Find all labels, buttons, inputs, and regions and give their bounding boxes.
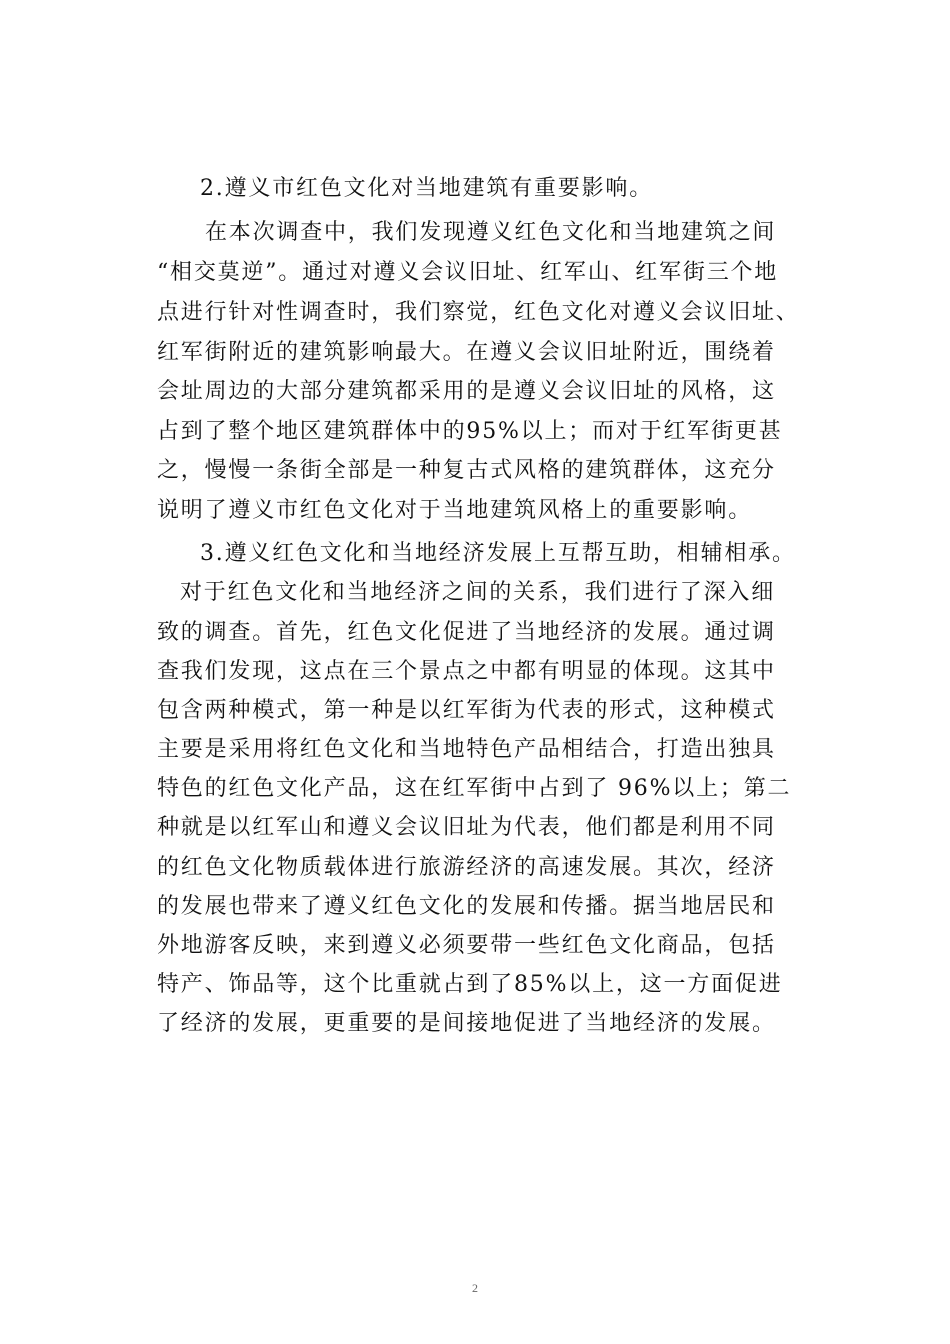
- paragraph-line: 在本次调查中，我们发现遵义红色文化和当地建筑之间: [205, 220, 777, 245]
- paragraph-line: 红军街附近的建筑影响最大。在遵义会议旧址附近，围绕着: [157, 340, 776, 365]
- paragraph-line: 对于红色文化和当地经济之间的关系，我们进行了深入细: [180, 580, 776, 605]
- page-number: 2: [472, 1281, 478, 1295]
- paragraph-line: 种就是以红军山和遵义会议旧址为代表，他们都是利用不同: [157, 815, 776, 840]
- section-heading-2: 2.遵义市红色文化对当地建筑有重要影响。: [200, 176, 653, 201]
- paragraph-line: “相交莫逆”。通过对遵义会议旧址、红军山、红军街三个地: [157, 260, 779, 285]
- paragraph-line: 外地游客反映，来到遵义必须要带一些红色文化商品，包括: [157, 933, 776, 958]
- paragraph-line: 查我们发现，这点在三个景点之中都有明显的体现。这其中: [157, 659, 776, 684]
- paragraph-line: 包含两种模式，第一种是以红军街为代表的形式，这种模式: [157, 698, 776, 723]
- paragraph-line: 的红色文化物质载体进行旅游经济的高速发展。其次，经济: [157, 855, 776, 880]
- paragraph-line: 的发展也带来了遵义红色文化的发展和传播。据当地居民和: [157, 894, 776, 919]
- paragraph-line: 了经济的发展，更重要的是间接地促进了当地经济的发展。: [157, 1011, 776, 1036]
- section-heading-3: 3.遵义红色文化和当地经济发展上互帮互助，相辅相承。: [200, 541, 796, 566]
- paragraph-line: 点进行针对性调查时，我们察觉，红色文化对遵义会议旧址、: [157, 300, 800, 325]
- paragraph-line: 特产、饰品等，这个比重就占到了85%以上，这一方面促进: [157, 972, 783, 997]
- paragraph-line: 说明了遵义市红色文化对于当地建筑风格上的重要影响。: [157, 498, 753, 523]
- paragraph-line: 致的调查。首先，红色文化促进了当地经济的发展。通过调: [157, 620, 776, 645]
- paragraph-line: 特色的红色文化产品，这在红军街中占到了 96%以上；第二: [157, 776, 792, 801]
- paragraph-line: 会址周边的大部分建筑都采用的是遵义会议旧址的风格，这: [157, 379, 776, 404]
- paragraph-line: 之，慢慢一条街全部是一种复古式风格的建筑群体，这充分: [157, 458, 776, 483]
- paragraph-line: 占到了整个地区建筑群体中的95%以上；而对于红军街更甚: [157, 419, 783, 444]
- paragraph-line: 主要是采用将红色文化和当地特色产品相结合，打造出独具: [157, 737, 776, 762]
